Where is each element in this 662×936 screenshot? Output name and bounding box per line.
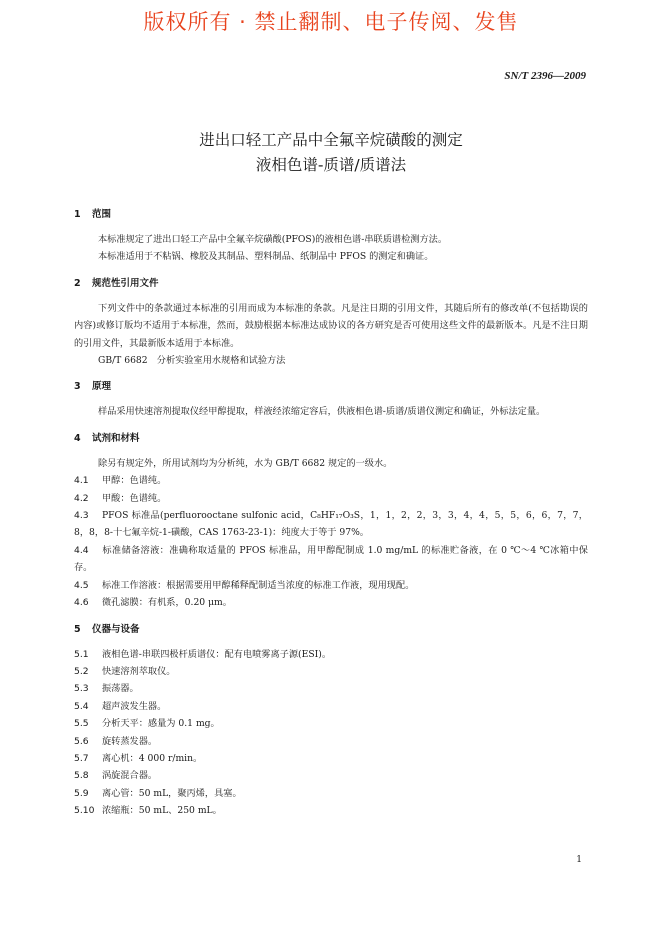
standard-code: SN/T 2396—2009 [504,70,586,82]
document-body [74,205,588,820]
paragraph: 本标准适用于不粘锅、橡胶及其制品、塑料制品、纸制品中 PFOS 的测定和确证。 [98,251,434,263]
list-item [74,750,588,767]
item-text: 离心机：4 000 r/min。 [102,752,203,764]
list-item [74,577,588,594]
item-text: 离心管：50 mL，聚丙烯，具塞。 [102,787,242,799]
item-number: 5.4 [74,700,89,712]
item-text: 标准工作溶液：根据需要用甲醇稀释配制适当浓度的标准工作液，现用现配。 [102,579,415,591]
section-number: 5 [74,623,81,635]
section-2-heading [74,274,588,293]
section-4-heading [74,429,588,448]
section-3-heading [74,377,588,396]
item-number: 5.8 [74,770,89,782]
item-text: 分析天平：感量为 0.1 mg。 [102,718,220,730]
item-text: 涡旋混合器。 [102,770,158,782]
list-item [74,680,588,697]
list-item [74,646,588,663]
list-item [74,472,588,489]
item-number: 5.10 [74,805,95,817]
normative-reference: GB/T 6682 分析实验室用水规格和试验方法 [98,355,286,367]
section-title: 试剂和材料 [92,432,140,444]
document-title [0,128,662,178]
item-number: 5.7 [74,752,89,764]
item-text: PFOS 标准品(perfluorooctane sulfonic acid，C₈HF₁₇O₃S，1，1，2，2，3，3，4，4，5，5，6，6，7，7，8，8，8-十七氟辛烷-1-磺酸，CAS 1763-23-1)：纯度大于等于 97%。 [74,510,588,539]
list-item [74,733,588,750]
item-text: 振荡器。 [102,683,139,695]
item-text: 超声波发生器。 [102,700,167,712]
section-number: 4 [74,432,81,444]
section-title: 仪器与设备 [92,623,140,635]
list-item [74,594,588,611]
item-number: 5.1 [74,648,89,660]
item-number: 5.5 [74,718,89,730]
list-item [74,490,588,507]
list-item [74,698,588,715]
item-text: 旋转蒸发器。 [102,735,158,747]
item-number: 4.1 [74,475,89,487]
item-number: 5.2 [74,665,89,677]
item-text: 甲酸：色谱纯。 [102,492,167,504]
list-item [74,542,588,577]
item-text: 快速溶剂萃取仪。 [102,665,176,677]
list-item [74,785,588,802]
item-text: 微孔滤膜：有机系，0.20 μm。 [102,597,232,609]
section-title: 规范性引用文件 [92,277,159,289]
section-number: 3 [74,381,81,393]
paragraph: 除另有规定外，所用试剂均为分析纯，水为 GB/T 6682 规定的一级水。 [98,457,393,469]
list-item [74,715,588,732]
item-number: 5.6 [74,735,89,747]
paragraph: 本标准规定了进出口轻工产品中全氟辛烷磺酸(PFOS)的液相色谱-串联质谱检测方法。 [98,234,448,245]
item-number: 4.5 [74,579,89,591]
section-5-heading [74,620,588,639]
section-1-heading [74,205,588,224]
section-number: 2 [74,277,81,289]
list-item [74,507,588,542]
copyright-watermark: 版权所有 · 禁止翻制、电子传阅、发售 [143,10,519,34]
item-text: 液相色谱-串联四极杆质谱仪：配有电喷雾离子源(ESI)。 [102,648,332,660]
item-text: 浓缩瓶：50 mL、250 mL。 [102,805,222,817]
list-item [74,767,588,784]
title-line-2: 液相色谱-质谱/质谱法 [255,156,407,174]
item-number: 4.4 [74,544,89,556]
item-text: 甲醇：色谱纯。 [102,475,167,487]
item-number: 4.3 [74,510,89,522]
paragraph: 样品采用快速溶剂提取仪经甲醇提取，样液经浓缩定容后，供液相色谱-质谱/质谱仪测定和确证，外标法定量。 [98,406,546,418]
item-number: 4.2 [74,492,89,504]
item-number: 5.3 [74,683,89,695]
title-line-1: 进出口轻工产品中全氟辛烷磺酸的测定 [199,131,463,149]
item-number: 4.6 [74,597,89,609]
page-number: 1 [576,855,582,865]
list-item [74,802,588,819]
list-item [74,663,588,680]
section-number: 1 [74,209,81,220]
section-title: 范围 [92,209,112,220]
item-text: 标准储备溶液：准确称取适量的 PFOS 标准品，用甲醇配制成 1.0 mg/mL 的标准贮备液，在 0 ℃～4 ℃冰箱中保存。 [74,544,588,574]
item-number: 5.9 [74,787,89,799]
section-title: 原理 [92,381,112,393]
paragraph: 下列文件中的条款通过本标准的引用而成为本标准的条款。凡是注日期的引用文件，其随后所有的修改单(不包括勘误的内容)或修订版均不适用于本标准，然而，鼓励根据本标准达成协议的各方研究是否可使用这些文件的最新版本。凡是不注日期的引用文件，其最新版本适用于本标准。 [74,302,588,349]
